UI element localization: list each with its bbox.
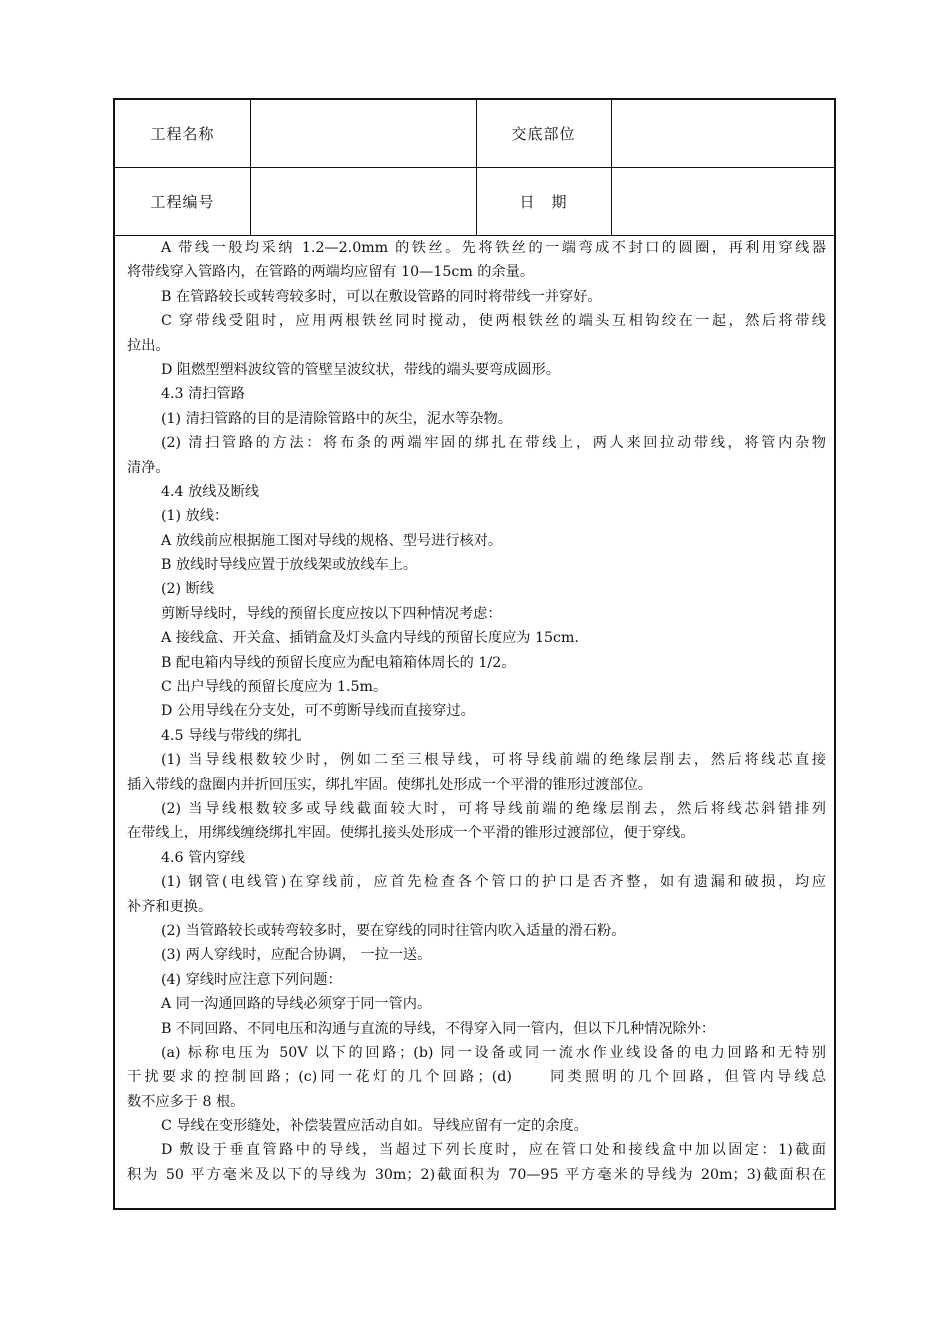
text-line: B 放线时导线应置于放线架或放线车上。	[161, 557, 418, 574]
text-line: 4.3 清扫管路	[161, 386, 245, 403]
text-line: (3) 两人穿线时，应配合协调， 一拉一送。	[161, 947, 432, 964]
text-line: (1) 清扫管路的目的是清除管路中的灰尘，泥水等杂物。	[161, 410, 512, 427]
date-value	[611, 168, 836, 235]
text-line: 剪断导线时，导线的预留长度应按以下四种情况考虑：	[161, 605, 502, 622]
text-line: (2) 清扫管路的方法：将布条的两端牢固的绑扎在带线上，两人来回拉动带线，将管内杂物	[161, 435, 826, 452]
text-line: 在带线上，用绑线缠绕绑扎牢固。使绑扎接头处形成一个平滑的锥形过渡部位，便于穿线。	[127, 825, 695, 842]
text-line: A 放线前应根据施工图对导线的规格、型号进行核对。	[161, 532, 503, 549]
text-line: B 在管路较长或转弯较多时，可以在敷设管路的同时将带线一并穿好。	[161, 288, 602, 305]
text-line: D 阻燃型塑料波纹管的管壁呈波纹状，带线的端头要弯成圆形。	[161, 361, 560, 378]
handover-part-label: 交底部位	[511, 125, 576, 143]
text-line: 补齐和更换。	[127, 898, 213, 915]
text-line: A 同一沟通回路的导线必须穿于同一管内。	[161, 996, 432, 1013]
text-line: C 穿带线受阻时，应用两根铁丝同时搅动，使两根铁丝的端头互相钩绞在一起，然后将带线	[161, 313, 826, 330]
text-line: (2) 断线	[161, 581, 214, 598]
text-line: (1) 钢管(电线管)在穿线前，应首先检查各个管口的护口是否齐整，如有遗漏和破损，均应	[161, 874, 826, 891]
text-line: C 导线在变形缝处，补偿装置应活动自如。导线应留有一定的余度。	[161, 1118, 588, 1135]
text-line: (4) 穿线时应注意下列问题：	[161, 971, 342, 988]
text-line: B 不同回路、不同电压和沟通与直流的导线，不得穿入同一管内，但以下几种情况除外：	[161, 1020, 716, 1037]
text-line: (a) 标称电压为 50V 以下的回路；(b) 同一设备或同一流水作业线设备的电力回路和无特别	[161, 1044, 826, 1061]
text-line: 4.4 放线及断线	[161, 483, 260, 500]
handover-content	[127, 236, 826, 1208]
header-row-2	[115, 168, 834, 236]
text-line: C 出户导线的预留长度应为 1.5m。	[161, 679, 388, 696]
text-line: 数不应多于 8 根。	[127, 1093, 245, 1110]
project-no-label: 工程编号	[150, 193, 215, 211]
header-row-1	[115, 100, 834, 168]
handover-form	[113, 98, 836, 1210]
text-line: D 敷设于垂直管路中的导线，当超过下列长度时，应在管口处和接线盒中加以固定：1)截面	[161, 1142, 826, 1159]
text-line: 拉出。	[127, 337, 170, 354]
text-line: 清净。	[127, 459, 170, 476]
text-line: 将带线穿入管路内，在管路的两端均应留有 10—15cm 的余量。	[127, 264, 535, 281]
text-line: (1) 当导线根数较少时，例如二至三根导线，可将导线前端的绝缘层削去，然后将线芯直接	[161, 752, 826, 769]
project-no-value	[250, 168, 476, 235]
text-line: 积为 50 平方毫米及以下的导线为 30m；2)截面积为 70—95 平方毫米的导线为 20m；3)截面积在	[127, 1166, 826, 1183]
text-line: 干扰要求的控制回路；(c)同一花灯的几个回路；(d) 同类照明的几个回路，但管内导线总	[127, 1069, 826, 1086]
text-line: (2) 当管路较长或转弯较多时，要在穿线的同时往管内吹入适量的滑石粉。	[161, 922, 626, 939]
text-line: 插入带线的盘圈内并折回压实，绑扎牢固。使绑扎处形成一个平滑的锥形过渡部位。	[127, 776, 652, 793]
text-line: (2) 当导线根数较多或导线截面较大时，可将导线前端的绝缘层削去，然后将线芯斜错排列	[161, 800, 826, 817]
project-name-value	[250, 100, 476, 167]
text-line: 4.5 导线与带线的绑扎	[161, 727, 302, 744]
text-line: B 配电箱内导线的预留长度应为配电箱箱体周长的 1/2。	[161, 654, 516, 671]
handover-part-value	[611, 100, 836, 167]
text-line: D 公用导线在分支处，可不剪断导线而直接穿过。	[161, 703, 475, 720]
text-line: A 带线一般均采纳 1.2—2.0mm 的铁丝。先将铁丝的一端弯成不封口的圆圈，再利用穿线器	[161, 240, 826, 256]
text-line: A 接线盒、开关盒、插销盒及灯头盒内导线的预留长度应为 15cm.	[161, 630, 579, 647]
date-label: 日 期	[519, 193, 568, 211]
text-line: (1) 放线：	[161, 508, 229, 525]
project-name-label: 工程名称	[150, 125, 215, 143]
text-line: 4.6 管内穿线	[161, 849, 245, 866]
